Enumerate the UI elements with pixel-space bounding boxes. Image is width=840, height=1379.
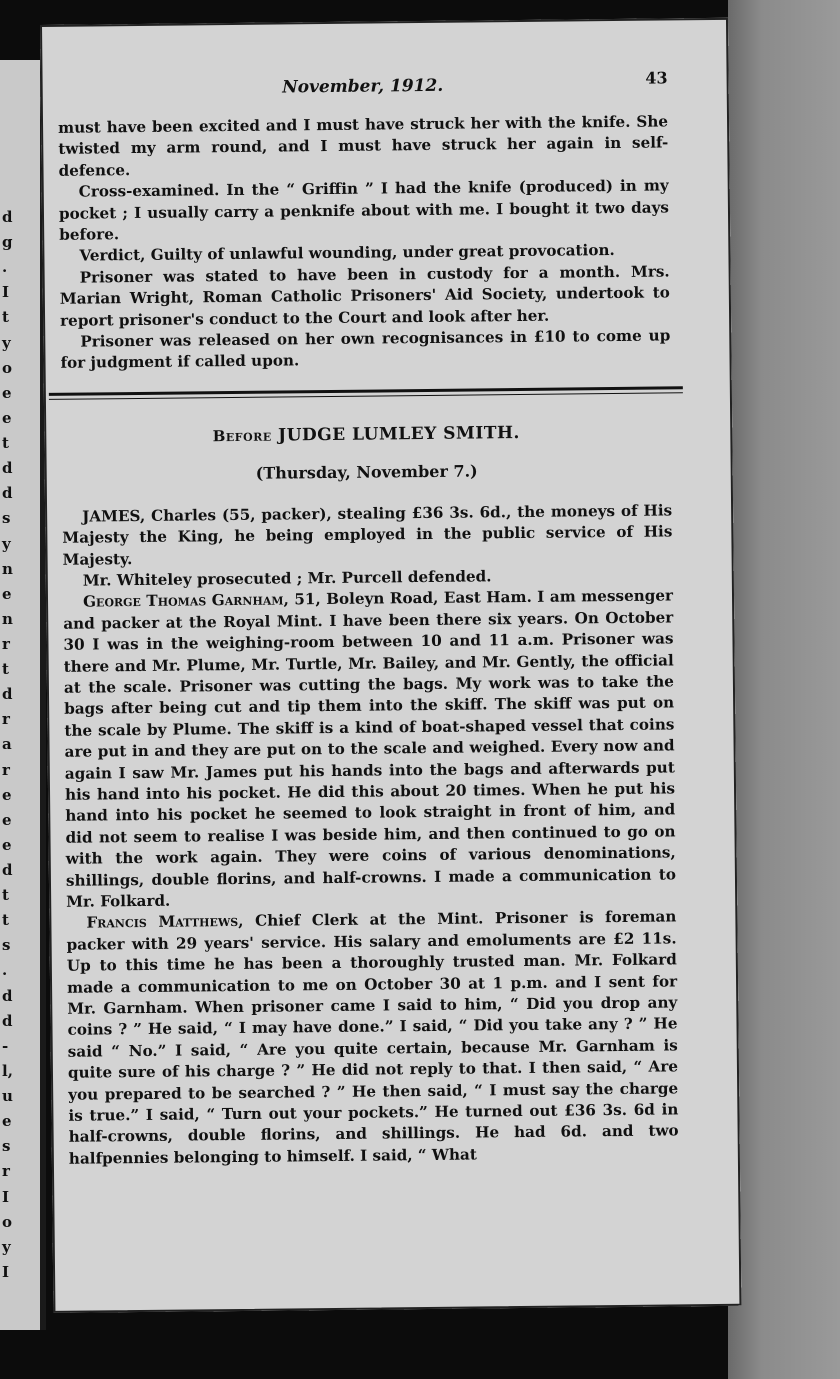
margin-fragment: s	[2, 1137, 11, 1155]
margin-fragment: e	[2, 1112, 12, 1130]
margin-fragment: t	[2, 660, 9, 678]
margin-fragment: o	[2, 1213, 13, 1231]
margin-fragment: .	[2, 961, 8, 979]
counsel-line: Mr. Whiteley prosecuted ; Mr. Purcell defended.	[82, 567, 492, 590]
margin-fragment: e	[2, 585, 12, 603]
margin-fragment: r	[2, 1162, 10, 1180]
margin-fragment: s	[2, 936, 11, 954]
margin-fragment: e	[2, 384, 12, 402]
previous-page-edge	[0, 60, 46, 1330]
margin-fragment: t	[2, 308, 9, 326]
margin-fragment: y	[2, 1238, 11, 1256]
margin-fragment: y	[2, 535, 11, 553]
case-intro: JAMES, Charles (55, packer), stealing £36 3s. 6d., the moneys of His Majesty the King, he being employed in the public service of His Majesty.	[62, 501, 673, 569]
testimony-text: Chief Clerk at the Mint. Prisoner is foreman packer with 29 years' service. His salary and emoluments are £2 11s. Up to this time he has been a thoroughly trusted man. Mr. Folkard made a communication to me on October 30 at 1 p.m. and I sent for Mr. Garnham. When prisoner came I said to him, “ Did you drop any coins ? ” He said, “ I may have done.” I said, “ Did you take any ? ” He said “ No.” I said, “ Are you quite certain, because Mr. Garnham is quite sure of his charge ? ” He did not reply to that. I then said, “ Are you prepared to be searched ? ” He then said, “ I must say the charge is true.” I said, “ Turn out your pockets.” He turned out £36 3s. 6d in half-crowns, double florins, and shillings. He had 6d. and two halfpennies belonging to himself. I said, “ What	[66, 907, 679, 1168]
margin-fragment: e	[2, 836, 12, 854]
margin-fragment: d	[2, 987, 13, 1005]
margin-fragment: t	[2, 911, 9, 929]
margin-fragment: e	[2, 409, 12, 427]
paragraph: Prisoner was released on her own recognisances in £10 to come up for judgment if called upon.	[60, 326, 671, 373]
margin-fragment: u	[2, 1087, 13, 1105]
court-heading	[61, 421, 671, 449]
margin-fragment: l,	[2, 1062, 13, 1080]
paragraph: must have been excited and I must have struck her with the knife. She twisted my arm round, and I must have struck her again in self-defence.	[57, 112, 669, 180]
sitting-date: (Thursday, November 7.)	[255, 461, 478, 484]
margin-fragment: d	[2, 459, 13, 477]
margin-fragment: d	[2, 1012, 13, 1030]
margin-fragment: r	[2, 710, 10, 728]
margin-fragment: y	[2, 334, 11, 352]
section-divider	[49, 386, 683, 400]
margin-fragment: t	[2, 886, 9, 904]
court-before: Before	[212, 426, 272, 446]
margin-fragment: a	[2, 735, 12, 753]
margin-fragment: d	[2, 685, 13, 703]
witness-testimony	[63, 586, 676, 913]
margin-fragment: r	[2, 761, 10, 779]
margin-fragment: .	[2, 258, 8, 276]
running-head: November, 1912.	[282, 75, 444, 98]
margin-fragment: d	[2, 208, 13, 226]
book-page	[40, 18, 741, 1313]
paragraph: Verdict, Guilty of unlawful wounding, under great provocation.	[79, 241, 615, 266]
margin-fragment: n	[2, 560, 13, 578]
page-header	[58, 68, 668, 103]
paragraph: Cross-examined. In the “ Griffin ” I had the knife (produced) in my pocket ; I usually carry a penknife about with me. I bought it two days before.	[58, 176, 670, 244]
margin-fragment: e	[2, 811, 12, 829]
margin-fragment: d	[2, 861, 13, 879]
paragraph: Prisoner was stated to have been in custody for a month. Mrs. Marian Wright, Roman Catholic Prisoners' Aid Society, undertook to report prisoner's conduct to the Court and look after her.	[59, 262, 670, 330]
margin-fragment: d	[2, 484, 13, 502]
margin-fragment: -	[2, 1037, 9, 1055]
margin-fragment: s	[2, 509, 11, 527]
margin-fragment: n	[2, 610, 13, 628]
witness-name: George Thomas Garnham,	[82, 590, 289, 611]
margin-fragment: I	[2, 283, 10, 301]
margin-fragment: e	[2, 786, 12, 804]
witness-name: Francis Matthews,	[86, 912, 244, 932]
court-judge: JUDGE LUMLEY SMITH.	[277, 422, 521, 446]
witness-testimony	[66, 907, 679, 1170]
margin-fragment: g	[2, 233, 13, 251]
page-number: 43	[645, 68, 668, 88]
margin-fragment: r	[2, 635, 10, 653]
margin-fragment: I	[2, 1188, 10, 1206]
page-content	[57, 68, 679, 1170]
testimony-text: 51, Boleyn Road, East Ham. I am messenger and packer at the Royal Mint. I have been there six years. On October 30 I was in the weighing-room between 10 and 11 a.m. Prisoner was there and Mr. Plume, Mr. Turtle, Mr. Bailey, and Mr. Gently, the official at the scale. Prisoner was cutting the bags. My work was to take the bags after being cut and tip them into the skiff. The skiff was put on the scale by Plume. The skiff is a kind of boat-shaped vessel that coins are put in and they are put on to the scale and weighed. Every now and again I saw Mr. James put his hands into the bags and afterwards put his hand into his pocket. He did this about 20 times. When he put his hand into his pocket he seemed to look straight in front of him, and did not seem to realise I was beside him, and then continued to go on with the work again. They were coins of various denominations, shillings, double florins, and half-crowns. I made a communication to Mr. Folkard.	[63, 586, 677, 911]
margin-fragment: o	[2, 359, 13, 377]
margin-fragment: t	[2, 434, 9, 452]
margin-fragment: I	[2, 1263, 10, 1281]
scan-background-right	[728, 0, 840, 1379]
